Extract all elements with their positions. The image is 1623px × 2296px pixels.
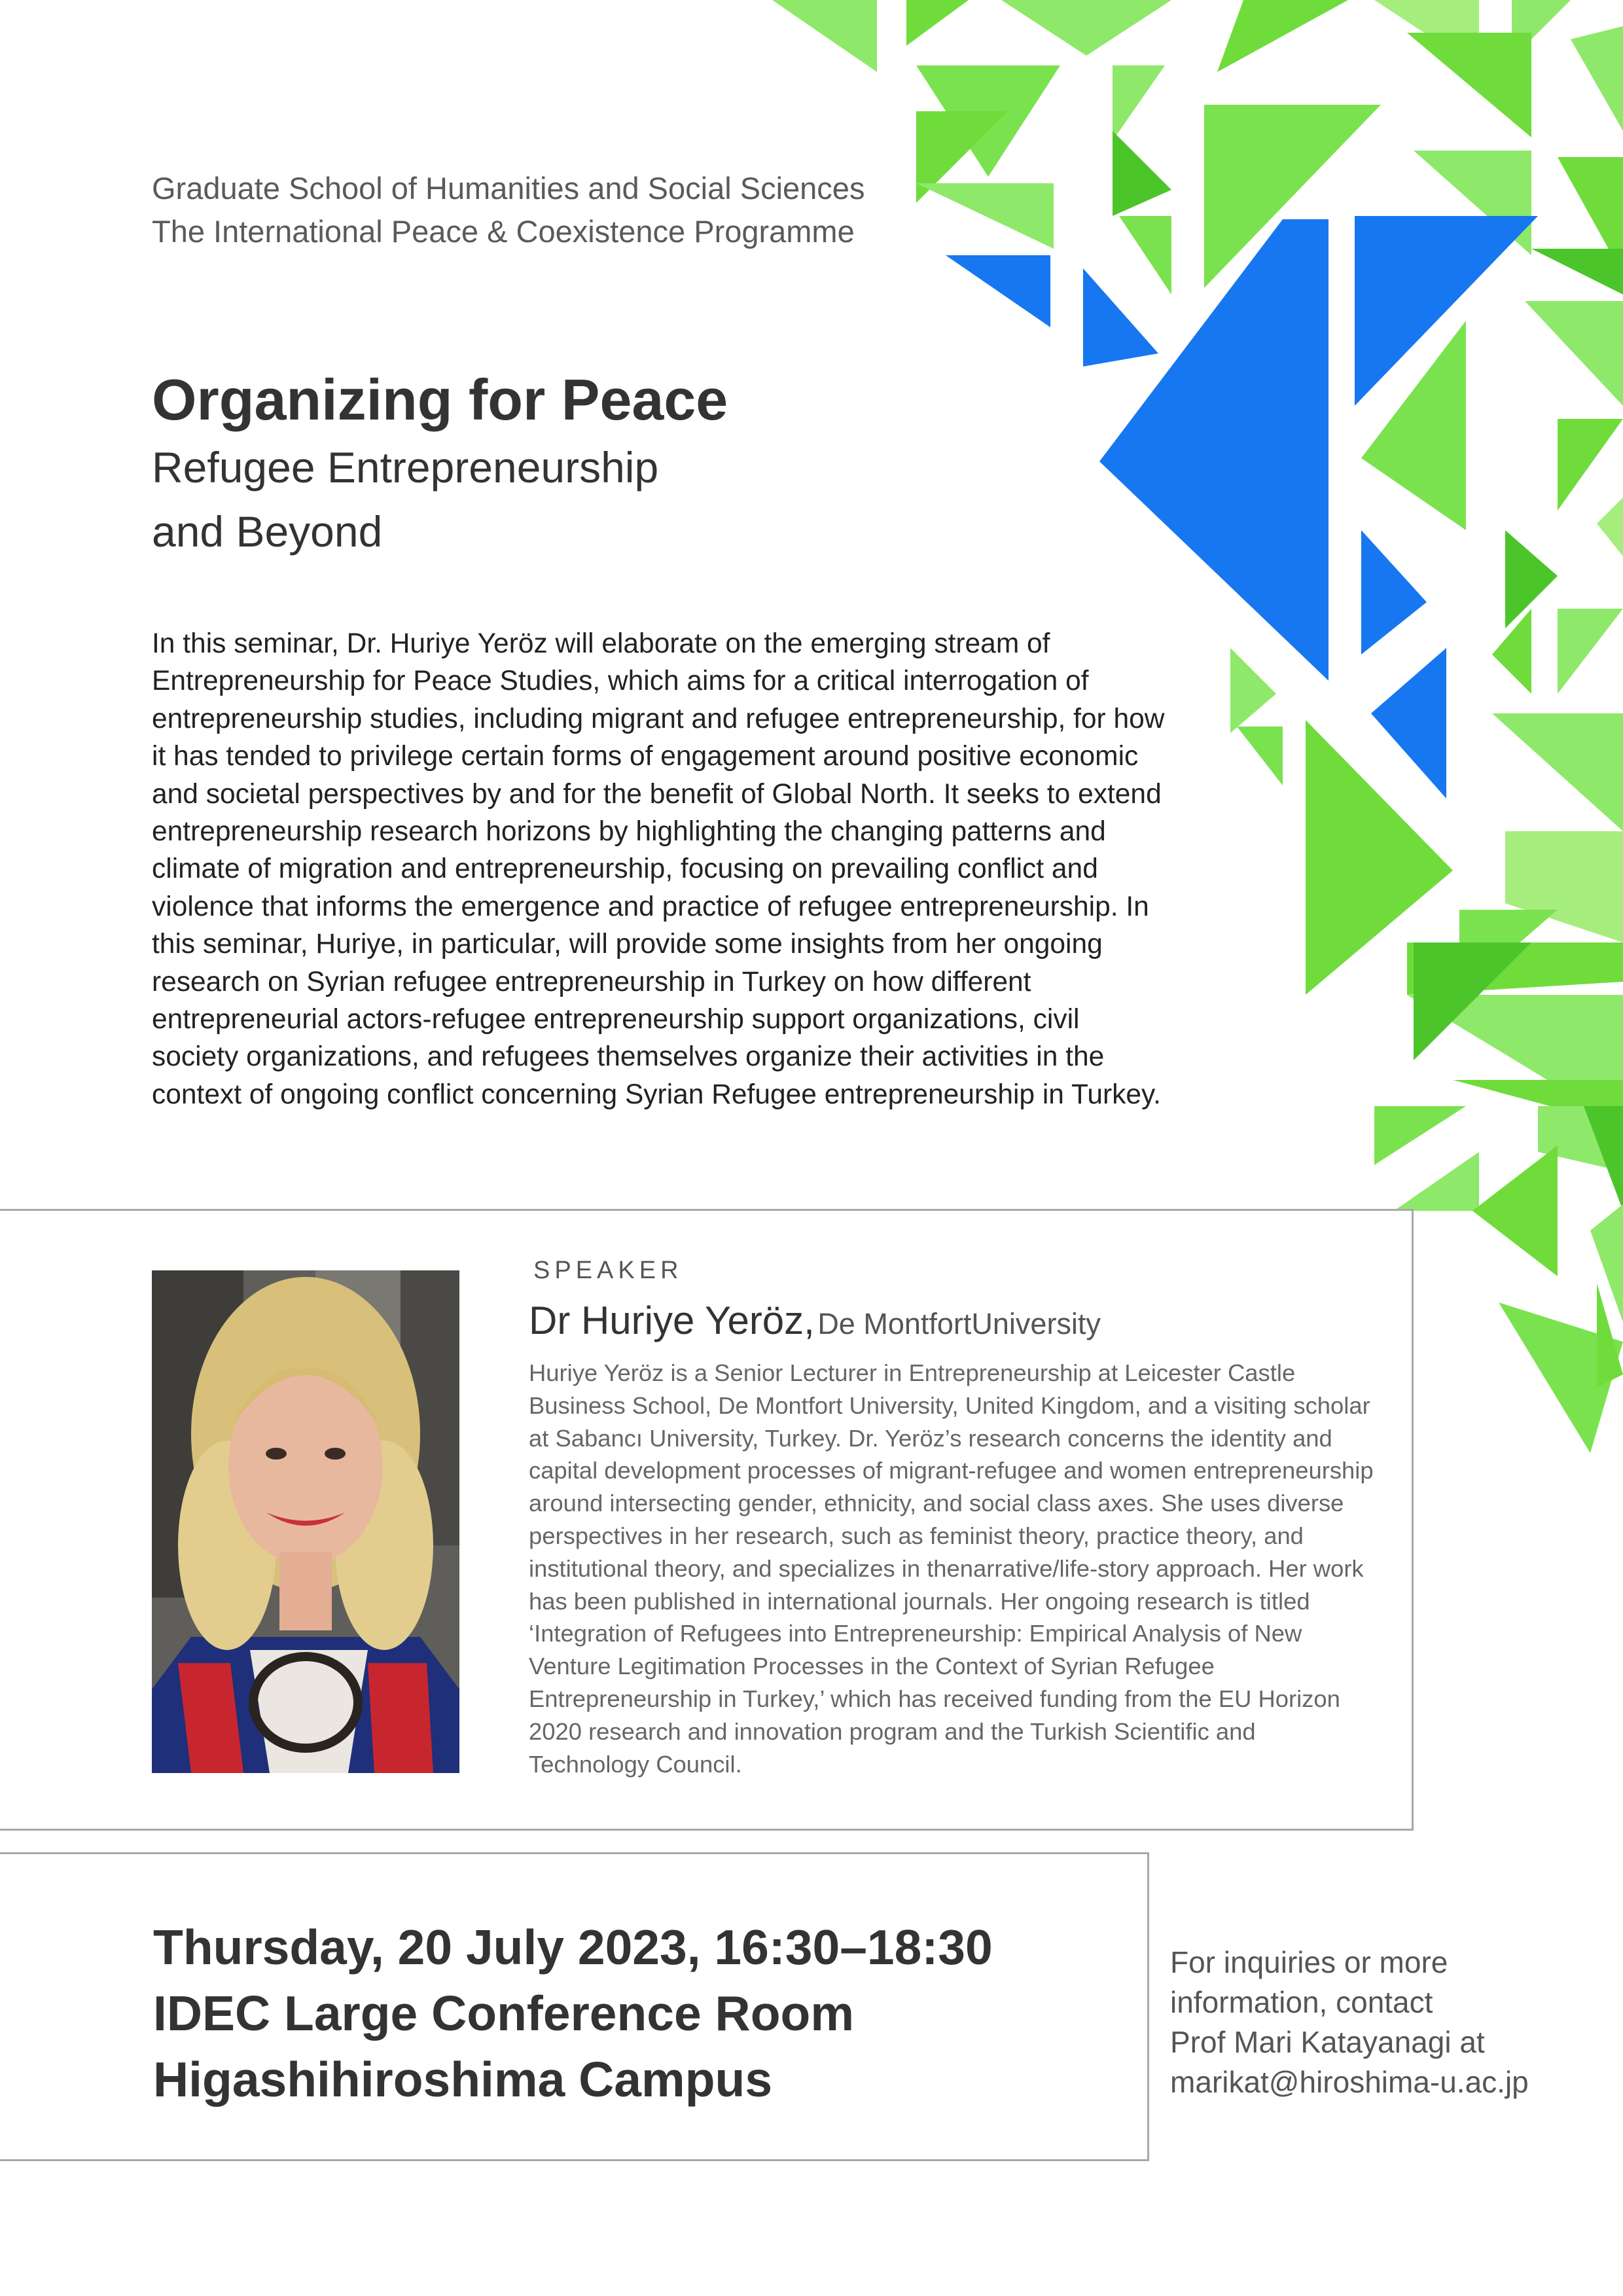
mosaic-tile <box>916 183 1054 249</box>
mosaic-tile <box>1394 1152 1479 1211</box>
contact-info <box>1170 1943 1589 2102</box>
mosaic-tile <box>1472 1145 1558 1276</box>
mosaic-tile <box>1558 609 1623 694</box>
speaker-label: SPEAKER <box>533 1257 683 1284</box>
speaker-name-line <box>529 1298 1101 1343</box>
mosaic-tile <box>1492 713 1623 831</box>
speaker-name: Dr Huriye Yeröz, <box>529 1299 815 1342</box>
mosaic-tile <box>1237 726 1283 785</box>
speaker-bio: Huriye Yeröz is a Senior Lecturer in Entrepreneurship at Leicester Castle Business School, De Montfort University, United Kingdom, and a visiting scholar at Sabancı University, Turkey. Dr. Yeröz’s research concerns the identity and capital development processes of migrant-refugee and women entrepreneurship around intersecting gender, ethnicity, and social class axes. She uses diverse perspectives in her research, such as feminist theory, practice theory, and institutional theory, and specializes in thenarrative/life-story approach. Her work has been published in international journals. Her ongoing research is titled ‘Integration of Refugees into Entrepreneurship: Empirical Analysis of New Venture Legitimation Processes in the Context of Syrian Refugee Entrepreneurship in Turkey,’ which has received funding from the EU Horizon 2020 research and innovation program and the Turkish Scientific and Technology Council. <box>529 1359 1374 1778</box>
header <box>152 167 865 253</box>
mosaic-tile <box>1001 0 1171 56</box>
mosaic-tile <box>772 0 877 72</box>
speaker-photo <box>152 1270 459 1773</box>
mosaic-tile <box>1407 33 1531 137</box>
mosaic-tile <box>1099 219 1329 681</box>
page-subtitle: Refugee Entrepreneurship and Beyond <box>152 443 659 556</box>
mosaic-tile <box>1371 648 1446 798</box>
contact-email[interactable]: marikat@hiroshima-u.ac.jp <box>1170 2065 1529 2099</box>
mosaic-tile <box>1597 497 1623 556</box>
programme-name: The International Peace & Coexistence Programme <box>152 214 855 249</box>
mosaic-tile <box>1113 65 1165 141</box>
mosaic-tile <box>1531 249 1623 295</box>
event-campus: Higashihiroshima Campus <box>153 2052 773 2107</box>
mosaic-tile <box>1083 268 1158 367</box>
mosaic-tile <box>1113 131 1171 216</box>
seminar-abstract: In this seminar, Dr. Huriye Yeröz will elaborate on the emerging stream of Entrepreneurship for Peace Studies, which aims for a critical interrogation of entrepreneurship studies, including migrant and refugee entrepreneurship, for how it has tended to privilege certain forms of engagement around positive economic and societal perspectives by and for the benefit of Global North. It seeks to extend entrepreneurship research horizons by highlighting the changing patterns and climate of migration and entrepreneurship, focusing on prevailing conflict and violence that informs the emergence and practice of refugee entrepreneurship. In this seminar, Huriye, in particular, will provide some insights from her ongoing research on Syrian refugee entrepreneurship in Turkey on how different entrepreneurial actors-refugee entrepreneurship support organizations, civil society organizations, and refugees themselves organize their activities in the context of ongoing conflict concerning Syrian Refugee entrepreneurship in Turkey. <box>152 628 1165 1110</box>
speaker-affiliation: De MontfortUniversity <box>817 1307 1101 1340</box>
mosaic-tile <box>1361 530 1427 655</box>
event-datetime: Thursday, 20 July 2023, 16:30–18:30 <box>153 1920 993 1975</box>
contact-line-1: For inquiries or more <box>1170 1945 1448 1979</box>
mosaic-tile <box>1571 26 1623 131</box>
mosaic-tile <box>1119 216 1171 295</box>
mosaic-tile <box>1217 0 1348 72</box>
mosaic-tile <box>1230 648 1276 733</box>
contact-line-3: Prof Mari Katayanagi at <box>1170 2025 1485 2059</box>
event-room: IDEC Large Conference Room <box>153 1986 855 2041</box>
mosaic-tile <box>1374 1106 1466 1165</box>
mosaic-tile <box>906 0 969 46</box>
mosaic-tile <box>946 255 1050 327</box>
school-name: Graduate School of Humanities and Social Sciences <box>152 171 865 206</box>
mosaic-tile <box>1590 1204 1623 1322</box>
page-title: Organizing for Peace <box>152 367 728 432</box>
mosaic-tile <box>1525 301 1623 406</box>
speaker-portrait-image <box>152 1270 459 1773</box>
mosaic-tile <box>1558 419 1623 511</box>
contact-line-2: information, contact <box>1170 1985 1433 2019</box>
